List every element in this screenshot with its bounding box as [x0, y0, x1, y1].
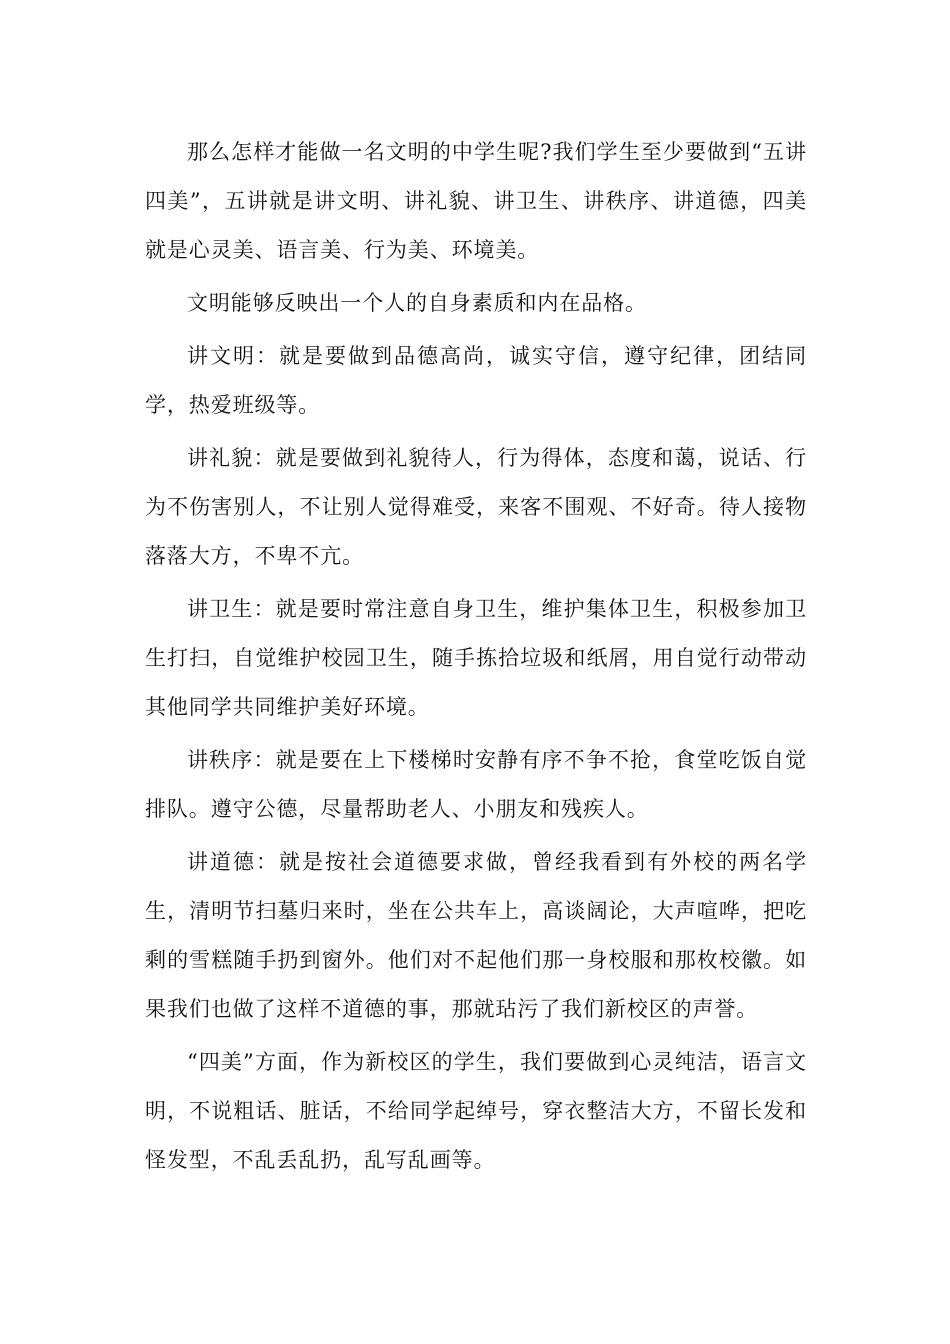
- paragraph: 讲礼貌：就是要做到礼貌待人，行为得体，态度和蔼，说话、行为不伤害别人，不让别人觉得难受，来客不围观、不好奇。待人接物落落大方，不卑不亢。: [145, 446, 807, 568]
- paragraph: 那么怎样才能做一名文明的中学生呢?我们学生至少要做到“五讲四美”，五讲就是讲文明、讲礼貌、讲卫生、讲秩序、讲道德，四美就是心灵美、语言美、行为美、环境美。: [145, 140, 807, 262]
- paragraph: 讲文明：就是要做到品德高尚，诚实守信，遵守纪律，团结同学，热爱班级等。: [145, 344, 807, 417]
- paragraph: 讲秩序：就是要在上下楼梯时安静有序不争不抢，食堂吃饭自觉排队。遵守公德，尽量帮助老人、小朋友和残疾人。: [145, 748, 807, 821]
- paragraph: “四美”方面，作为新校区的学生，我们要做到心灵纯洁，语言文明，不说粗话、脏话，不给同学起绰号，穿衣整洁大方，不留长发和怪发型，不乱丢乱扔，乱写乱画等。: [145, 1050, 807, 1172]
- document-body: [145, 128, 807, 1189]
- paragraph: 讲卫生：就是要时常注意自身卫生，维护集体卫生，积极参加卫生打扫，自觉维护校园卫生，随手拣拾垃圾和纸屑，用自觉行动带动其他同学共同维护美好环境。: [145, 597, 807, 719]
- paragraph: 文明能够反映出一个人的自身素质和内在品格。: [187, 291, 647, 315]
- paragraph: 讲道德：就是按社会道德要求做，曾经我看到有外校的两名学生，清明节扫墓归来时，坐在公共车上，高谈阔论，大声喧哗，把吃剩的雪糕随手扔到窗外。他们对不起他们那一身校服和那枚校徽。如果我们也做了这样不道德的事，那就玷污了我们新校区的声誉。: [145, 850, 807, 1021]
